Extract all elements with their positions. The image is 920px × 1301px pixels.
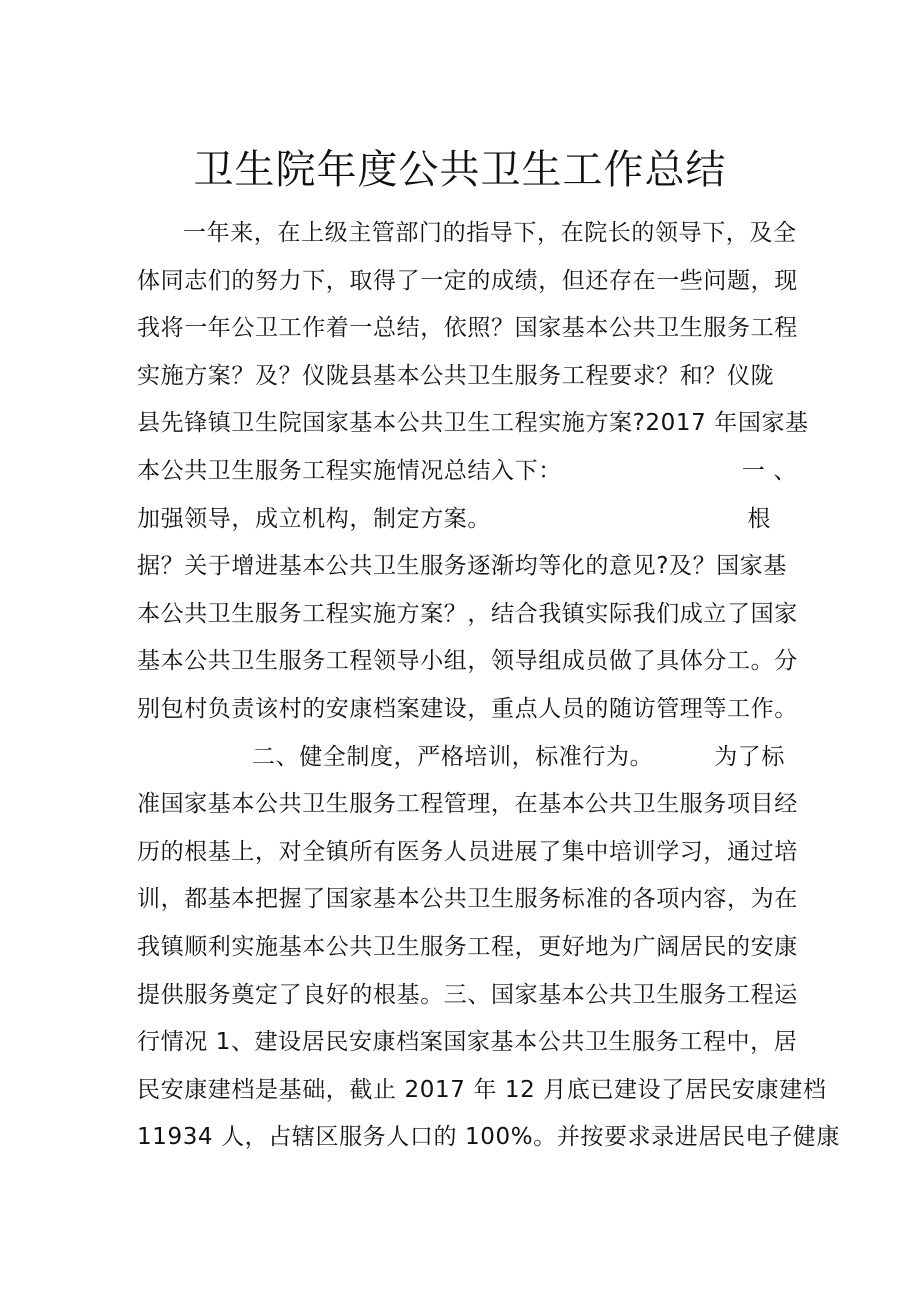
text-line — [137, 591, 797, 639]
text-segment: 11934 人，占辖区服务人口的 100%。并按要求录进居民电子健康 — [137, 1124, 840, 1151]
text-line — [137, 876, 797, 924]
text-line — [137, 734, 797, 782]
text-line — [137, 210, 797, 258]
text-line — [137, 496, 797, 544]
text-segment: 一年来，在上级主管部门的指导下，在院长的领导下，及全 — [183, 220, 797, 246]
text-line — [137, 305, 797, 353]
text-segment: 本公共卫生服务工程实施方案？，结合我镇实际我们成立了国家 — [137, 600, 798, 627]
text-segment: 行情况 1、建设居民安康档案国家基本公共卫生服务工程中，居 — [137, 1029, 798, 1056]
text-segment: 提供服务奠定了良好的根基。三、国家基本公共卫生服务工程运 — [137, 981, 798, 1008]
text-line — [137, 1067, 827, 1115]
text-segment: 县先锋镇卫生院国家基本公共卫生工程实施方案?2017 年国家基 — [137, 410, 809, 437]
text-line — [137, 781, 797, 829]
text-line — [137, 686, 797, 734]
text-line — [137, 829, 797, 877]
text-line — [137, 638, 797, 686]
text-line — [137, 353, 797, 401]
text-line — [137, 972, 797, 1020]
text-line — [137, 258, 797, 306]
text-segment: 本公共卫生服务工程实施情况总结入下： — [137, 457, 562, 484]
text-segment: 二、健全制度，严格培训，标准行为。 — [252, 743, 654, 770]
text-line — [137, 400, 809, 448]
text-segment: 我镇顺利实施基本公共卫生服务工程，更好地为广阔居民的安康 — [137, 933, 798, 960]
text-line — [137, 543, 797, 591]
text-segment: 为了标 — [714, 743, 785, 770]
text-line — [137, 1114, 840, 1162]
text-segment: 一 、 — [741, 457, 797, 484]
text-line — [137, 1019, 797, 1067]
text-segment: 民安康建档是基础，截止 2017 年 12 月底已建设了居民安康建档 — [137, 1076, 827, 1103]
text-segment: 据？关于增进基本公共卫生服务逐渐均等化的意见?及？国家基 — [137, 553, 788, 580]
text-segment: 实施方案？及？仪陇县基本公共卫生服务工程要求？和？仪陇 — [137, 362, 775, 389]
document-body — [137, 210, 840, 1162]
text-segment: 训，都基本把握了国家基本公共卫生服务标准的各项内容，为在 — [137, 886, 798, 913]
text-segment: 根 — [747, 505, 771, 532]
text-line — [137, 924, 797, 972]
text-segment: 体同志们的努力下，取得了一定的成绩，但还存在一些问题，现 — [137, 267, 798, 294]
text-segment: 历的根基上，对全镇所有医务人员进展了集中培训学习，通过培 — [137, 838, 798, 865]
text-segment: 别包村负责该村的安康档案建设，重点人员的随访管理等工作。 — [137, 695, 798, 722]
text-segment: 基本公共卫生服务工程领导小组，领导组成员做了具体分工。分 — [137, 648, 798, 675]
text-line — [137, 448, 797, 496]
text-segment: 准国家基本公共卫生服务工程管理，在基本公共卫生服务项目经 — [137, 791, 798, 818]
text-segment: 加强领导，成立机构，制定方案。 — [137, 505, 491, 532]
document-title: 卫生院年度公共卫生工作总结 — [193, 147, 727, 193]
text-segment: 我将一年公卫工作着一总结，依照？国家基本公共卫生服务工程 — [137, 315, 798, 342]
